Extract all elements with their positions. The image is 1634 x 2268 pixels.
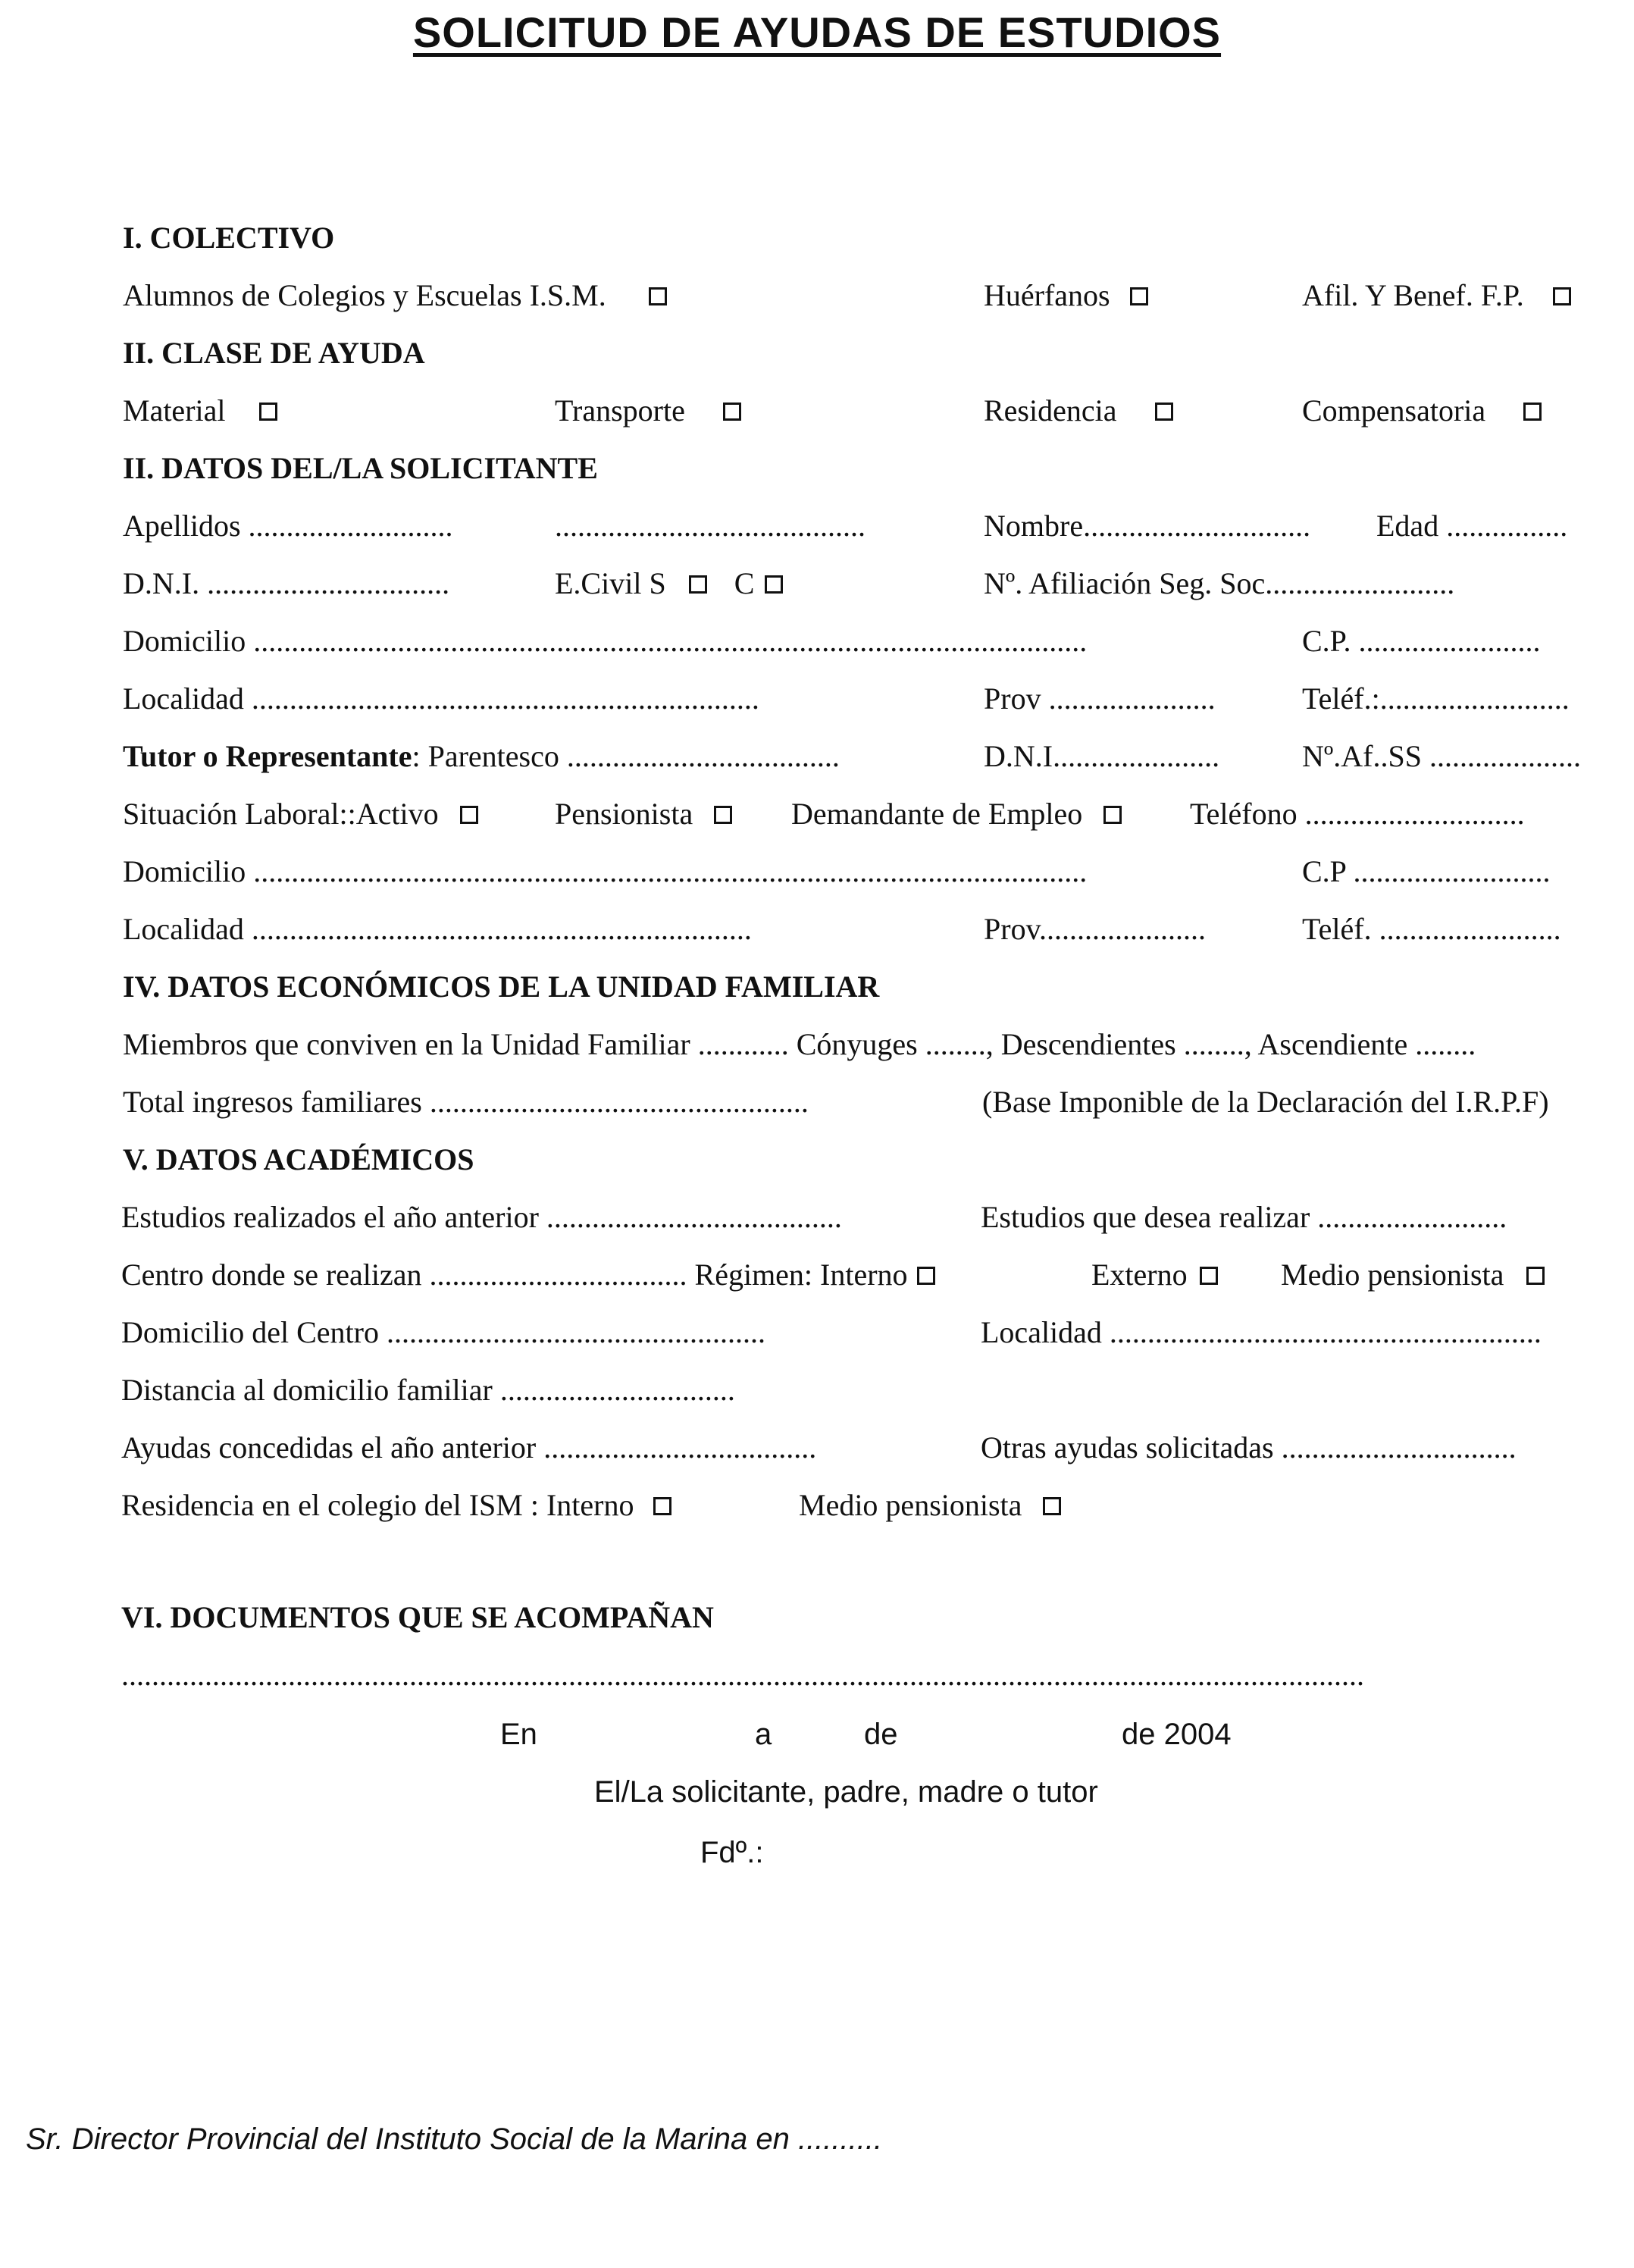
- label-residencia-interno: Residencia en el colegio del ISM : Interno: [121, 1488, 634, 1522]
- label-ecivil: E.Civil S: [555, 566, 666, 600]
- field-tutor-cp[interactable]: C.P ..........................: [1302, 854, 1551, 888]
- field-residencia-colegio: [121, 1487, 676, 1524]
- checkbox-alumnos[interactable]: [649, 287, 667, 305]
- section-colectivo-heading: I. COLECTIVO: [123, 221, 335, 255]
- checkbox-afil[interactable]: [1553, 287, 1571, 305]
- label-compensatoria: Compensatoria: [1302, 393, 1486, 428]
- field-afiliacion[interactable]: Nº. Afiliación Seg. Soc.........................: [984, 566, 1455, 600]
- checkbox-soltero[interactable]: [689, 575, 707, 594]
- label-alumnos: Alumnos de Colegios y Escuelas I.S.M.: [123, 278, 606, 312]
- checkbox-casado[interactable]: [765, 575, 783, 594]
- label-externo: Externo: [1091, 1258, 1188, 1292]
- field-otras-ayudas[interactable]: Otras ayudas solicitadas ...............................: [981, 1430, 1517, 1464]
- field-demandante: [791, 796, 1126, 832]
- sign-fdo[interactable]: Fdº.:: [700, 1836, 764, 1869]
- field-tutor-localidad[interactable]: Localidad ..................................................................: [123, 912, 752, 946]
- checkbox-residencia-medio[interactable]: [1043, 1497, 1061, 1515]
- field-medio-pensionista: [1281, 1257, 1549, 1293]
- field-tutor-prov[interactable]: Prov......................: [984, 912, 1206, 946]
- field-transporte: [555, 393, 746, 429]
- field-alumnos: [123, 277, 671, 314]
- label-pensionista: Pensionista: [555, 797, 693, 831]
- field-residencia-medio: [799, 1487, 1066, 1524]
- checkbox-transporte[interactable]: [723, 403, 741, 421]
- field-tutor-domicilio[interactable]: Domicilio ..............................................................................................................: [123, 854, 1088, 888]
- checkbox-huerfanos[interactable]: [1130, 287, 1148, 305]
- checkbox-compensatoria[interactable]: [1523, 403, 1542, 421]
- field-cp[interactable]: C.P. ........................: [1302, 624, 1541, 658]
- sign-de: de: [864, 1718, 898, 1751]
- field-domicilio-centro[interactable]: Domicilio del Centro ..................................................: [121, 1315, 765, 1349]
- field-apellidos-2[interactable]: .........................................: [555, 509, 866, 543]
- field-documentos[interactable]: ....................................................................................................................................................................: [121, 1658, 1364, 1692]
- section-clase-heading: II. CLASE DE AYUDA: [123, 336, 425, 370]
- field-tutor-parentesco[interactable]: [123, 738, 840, 775]
- footer-addressee: Sr. Director Provincial del Instituto Social de la Marina en ..........: [26, 2122, 883, 2156]
- checkbox-activo[interactable]: [460, 806, 478, 824]
- label-parentesco: : Parentesco ....................................: [412, 739, 840, 773]
- field-ayudas-anterior[interactable]: Ayudas concedidas el año anterior ....................................: [121, 1430, 817, 1464]
- field-pensionista: [555, 796, 737, 832]
- form-title: SOLICITUD DE AYUDAS DE ESTUDIOS: [412, 8, 1222, 56]
- sign-year: de 2004: [1122, 1718, 1232, 1751]
- section-solicitante-heading: II. DATOS DEL/LA SOLICITANTE: [123, 451, 598, 485]
- label-regimen-interno: Régimen: Interno: [694, 1258, 908, 1292]
- field-dni[interactable]: D.N.I. ................................: [123, 566, 450, 600]
- field-apellidos[interactable]: Apellidos ...........................: [123, 509, 453, 543]
- field-afil: [1302, 277, 1576, 314]
- label-huerfanos: Huérfanos: [984, 278, 1110, 312]
- field-tutor-dni[interactable]: D.N.I......................: [984, 739, 1220, 773]
- field-estudios-anterior[interactable]: Estudios realizados el año anterior .......................................: [121, 1200, 842, 1234]
- field-externo: [1091, 1257, 1222, 1293]
- field-localidad-centro[interactable]: Localidad .........................................................: [981, 1315, 1542, 1349]
- sign-solicitante: El/La solicitante, padre, madre o tutor: [594, 1775, 1098, 1809]
- field-prov[interactable]: Prov ......................: [984, 681, 1216, 716]
- field-distancia[interactable]: Distancia al domicilio familiar ...............................: [121, 1373, 735, 1407]
- field-domicilio[interactable]: Domicilio ..............................................................................................................: [123, 624, 1088, 658]
- field-edad[interactable]: Edad ................: [1376, 509, 1568, 543]
- label-residencia: Residencia: [984, 393, 1117, 428]
- field-compensatoria: [1302, 393, 1546, 429]
- field-material: [123, 393, 282, 429]
- field-estudios-desea[interactable]: Estudios que desea realizar .........................: [981, 1200, 1507, 1234]
- checkbox-material[interactable]: [259, 403, 277, 421]
- label-medio-pensionista: Medio pensionista: [1281, 1258, 1504, 1292]
- checkbox-regimen-interno[interactable]: [917, 1267, 935, 1285]
- field-miembros[interactable]: Miembros que conviven en la Unidad Familiar ............ Cónyuges ........, Descendientes ........, Ascendiente ........: [123, 1027, 1476, 1061]
- field-nombre[interactable]: Nombre..............................: [984, 509, 1311, 543]
- sign-en: En: [500, 1718, 537, 1751]
- checkbox-pensionista[interactable]: [714, 806, 732, 824]
- section-academicos-heading: V. DATOS ACADÉMICOS: [123, 1142, 474, 1176]
- label-material: Material: [123, 393, 226, 428]
- field-estado-civil: [555, 565, 787, 602]
- field-localidad[interactable]: Localidad ...................................................................: [123, 681, 759, 716]
- label-casado: C: [734, 566, 755, 600]
- label-base-imponible: (Base Imponible de la Declaración del I.R.P.F): [982, 1085, 1549, 1119]
- label-centro: Centro donde se realizan ..................................: [121, 1258, 687, 1292]
- field-huerfanos: [984, 277, 1153, 314]
- field-situacion-activo: [123, 796, 483, 832]
- checkbox-residencia-interno[interactable]: [653, 1497, 671, 1515]
- checkbox-demandante[interactable]: [1103, 806, 1122, 824]
- field-centro: [121, 1257, 940, 1293]
- field-telef[interactable]: Teléf.:.........................: [1302, 681, 1570, 716]
- label-transporte: Transporte: [555, 393, 685, 428]
- label-afil: Afil. Y Benef. F.P.: [1302, 278, 1524, 312]
- sign-a: a: [755, 1718, 772, 1751]
- section-economicos-heading: IV. DATOS ECONÓMICOS DE LA UNIDAD FAMILIAR: [123, 970, 880, 1004]
- field-tutor-telefono[interactable]: Teléfono .............................: [1190, 797, 1525, 831]
- checkbox-externo[interactable]: [1200, 1267, 1218, 1285]
- label-residencia-medio: Medio pensionista: [799, 1488, 1022, 1522]
- label-tutor: Tutor o Representante: [123, 739, 412, 773]
- field-total-ingresos[interactable]: Total ingresos familiares ..................................................: [123, 1085, 809, 1119]
- checkbox-medio-pensionista[interactable]: [1526, 1267, 1545, 1285]
- field-residencia: [984, 393, 1178, 429]
- checkbox-residencia[interactable]: [1155, 403, 1173, 421]
- field-tutor-afss[interactable]: Nº.Af..SS ....................: [1302, 739, 1581, 773]
- label-situacion-activo: Situación Laboral::Activo: [123, 797, 439, 831]
- label-demandante: Demandante de Empleo: [791, 797, 1083, 831]
- field-tutor-telef[interactable]: Teléf. ........................: [1302, 912, 1561, 946]
- section-documentos-heading: VI. DOCUMENTOS QUE SE ACOMPAÑAN: [121, 1600, 714, 1634]
